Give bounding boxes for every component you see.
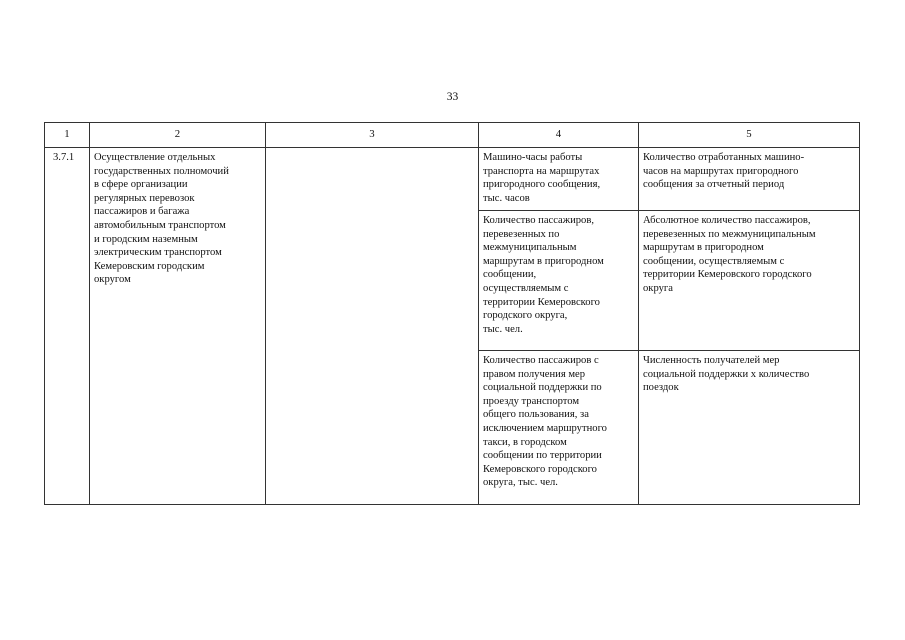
row-number: 3.7.1 [53, 152, 75, 163]
indicator-name: Количество пассажиров с правом получения мер социальной поддержки по проезду транспортом общего пользования, за исключением маршрутного такси, в городском сообщении по территории Кемеровского городского округа, тыс. чел. [483, 355, 607, 489]
page-number: 33 [446, 91, 459, 103]
indicator-method-cell [639, 211, 860, 351]
row-number-cell [45, 148, 90, 505]
indicator-name-cell [479, 148, 639, 211]
table-header-row [45, 123, 860, 148]
col3-cell [266, 148, 479, 505]
header-col-1: 1 [45, 123, 90, 148]
indicator-method-cell [639, 351, 860, 505]
header-col-5: 5 [639, 123, 860, 148]
table-row [45, 148, 860, 211]
indicator-name: Количество пассажиров, перевезенных по межмуниципальным маршрутам в пригородном сообщении, осуществляемым с территории Кемеровского городского округа, тыс. чел. [483, 215, 604, 335]
indicator-method: Абсолютное количество пассажиров, перевезенных по межмуниципальным маршрутам в пригородном сообщении, осуществляемым с территории Кемеровского городского округа [643, 215, 816, 294]
col3-text [266, 148, 478, 154]
indicator-name-cell [479, 351, 639, 505]
indicator-method: Количество отработанных машино- часов на маршрутах пригородного сообщения за отчетный период [643, 152, 805, 191]
activity-name-cell [90, 148, 266, 505]
indicator-name: Машино-часы работы транспорта на маршрутах пригородного сообщения, тыс. часов [483, 152, 601, 204]
indicator-name-cell [479, 211, 639, 351]
activity-name: Осуществление отдельных государственных полномочий в сфере организации регулярных перевозок пассажиров и багажа автомобильным транспортом и городским наземным электрическим транспортом Кемеровским городским округом [94, 152, 229, 286]
indicator-method-cell [639, 148, 860, 211]
indicator-method: Численность получателей мер социальной поддержки х количество поездок [643, 355, 810, 394]
header-col-2: 2 [90, 123, 266, 148]
indicators-table [44, 122, 860, 505]
header-col-3: 3 [266, 123, 479, 148]
header-col-4: 4 [479, 123, 639, 148]
